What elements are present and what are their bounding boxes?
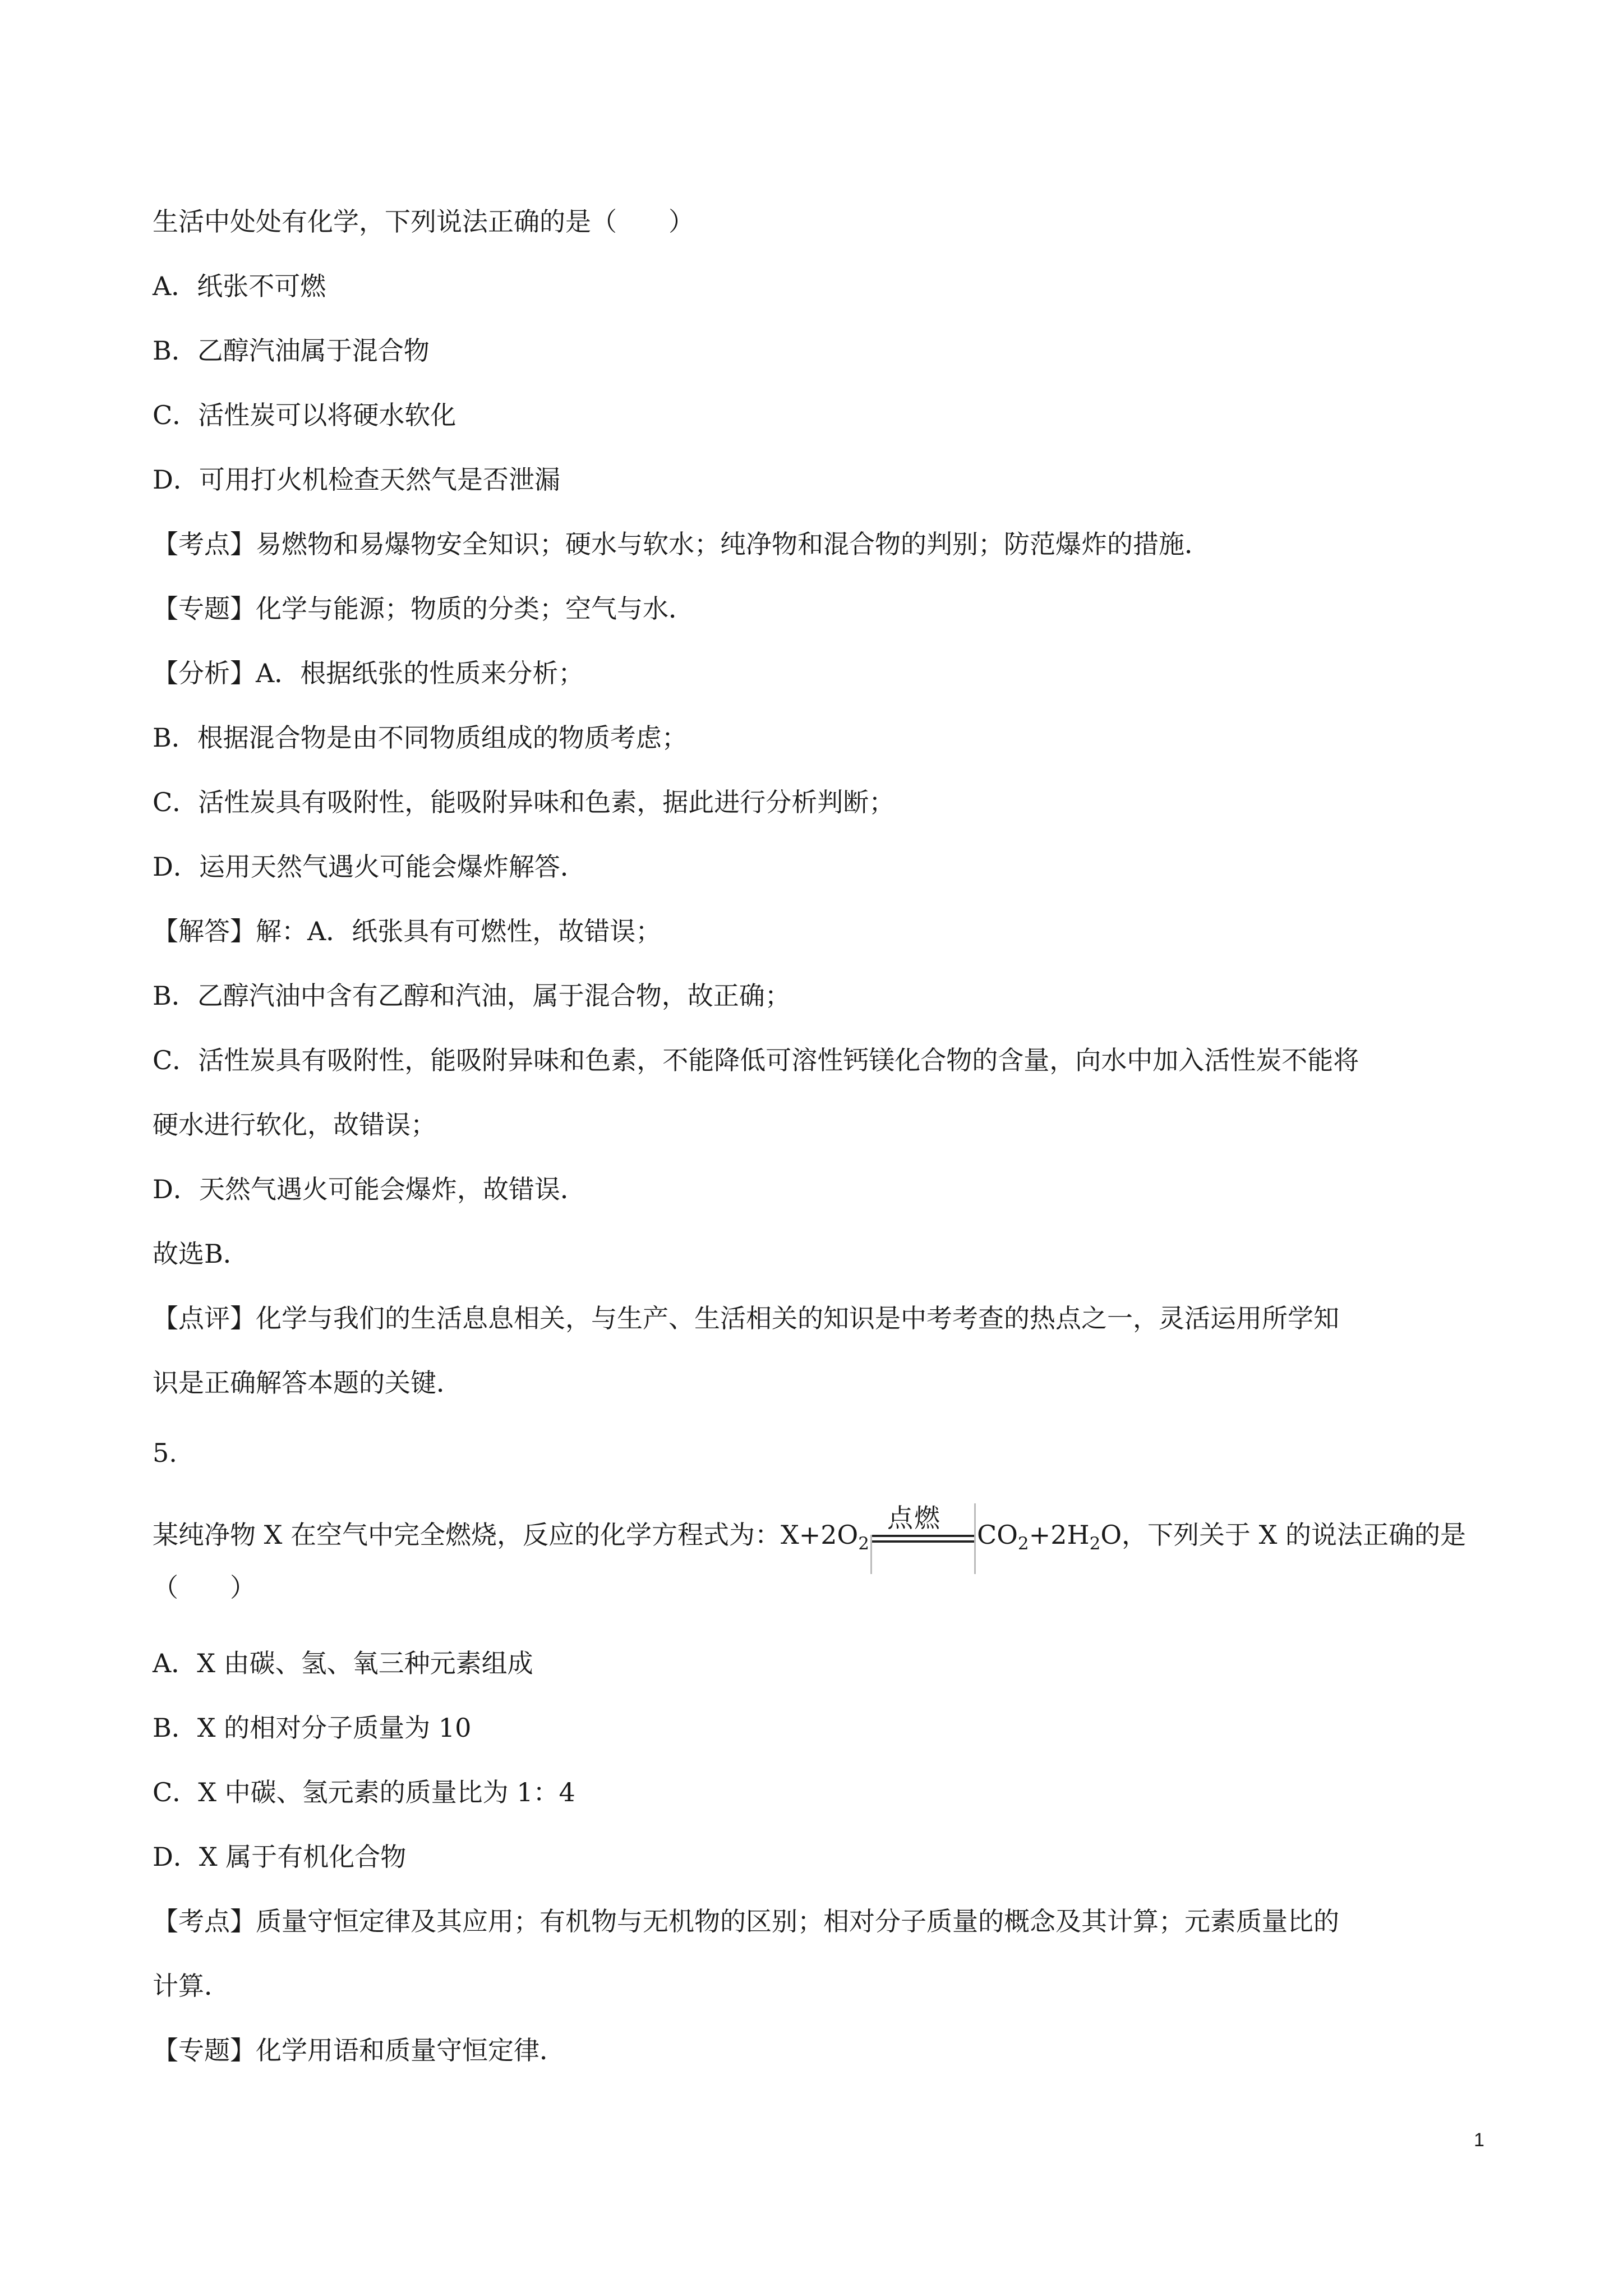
q5-stem-post: O，下列关于 X 的说法正确的是 (1100, 1520, 1467, 1550)
condition-frame-right (974, 1503, 976, 1574)
q5-stem-pre: 某纯净物 X 在空气中完全燃烧，反应的化学方程式为：X+2O (153, 1520, 859, 1550)
q4-zhuanti: 【专题】化学与能源；物质的分类；空气与水． (153, 593, 694, 624)
q4-stem: 生活中处处有化学，下列说法正确的是（ ） (153, 206, 694, 237)
q5-option-c: C．X 中碳、氢元素的质量比为 1：4 (153, 1777, 575, 1807)
q5-product-co: CO (977, 1520, 1018, 1550)
q5-kaodian-line2: 计算． (153, 1971, 230, 2001)
q4-jieda-c-line2: 硬水进行软化，故错误； (153, 1110, 436, 1140)
q4-fenxi: 【分析】A．根据纸张的性质来分析； (153, 658, 584, 688)
q4-option-b: B．乙醇汽油属于混合物 (153, 335, 430, 366)
q5-zhuanti: 【专题】化学用语和质量守恒定律． (153, 2035, 565, 2065)
q4-answer: 故选B． (153, 1239, 249, 1269)
q4-fenxi-b: B．根据混合物是由不同物质组成的物质考虑； (153, 723, 688, 753)
q4-jieda: 【解答】解：A．纸张具有可燃性，故错误； (153, 916, 662, 946)
q5-subscript-o2: 2 (858, 1534, 869, 1554)
q5-stem (153, 1503, 1466, 1557)
q5-subscript-h2: 2 (1089, 1534, 1101, 1554)
reaction-condition (870, 1503, 976, 1557)
equals-bar-top (870, 1535, 976, 1537)
q4-jieda-c-line1: C．活性炭具有吸附性，能吸附异味和色素，不能降低可溶性钙镁化合物的含量，向水中加入活性炭不能将 (153, 1045, 1359, 1075)
q5-product-h: +2H (1029, 1520, 1090, 1550)
q4-fenxi-d: D．运用天然气遇火可能会爆炸解答． (153, 852, 586, 882)
q5-option-d: D．X 属于有机化合物 (153, 1842, 407, 1872)
q4-option-a: A．纸张不可燃 (153, 271, 326, 301)
q4-option-d: D．可用打火机检查天然气是否泄漏 (153, 464, 560, 495)
q4-fenxi-c: C．活性炭具有吸附性，能吸附异味和色素，据此进行分析判断； (153, 787, 895, 817)
q4-dianping-line1: 【点评】化学与我们的生活息息相关，与生产、生活相关的知识是中考考查的热点之一，灵活运用所学知 (153, 1303, 1339, 1333)
q4-dianping-line2: 识是正确解答本题的关键． (153, 1368, 462, 1398)
q5-option-b: B．X 的相对分子质量为 10 (153, 1713, 472, 1743)
q4-kaodian: 【考点】易燃物和易爆物安全知识；硬水与软水；纯净物和混合物的判别；防范爆炸的措施． (153, 529, 1210, 559)
q4-jieda-d: D．天然气遇火可能会爆炸，故错误． (153, 1174, 586, 1204)
q5-number: 5. (153, 1438, 177, 1468)
page-number: 1 (1474, 2129, 1484, 2151)
q5-bracket: （ ） (153, 1572, 256, 1603)
reaction-condition-label: 点燃 (887, 1503, 941, 1533)
equals-bar-bottom (870, 1540, 976, 1543)
q5-kaodian-line1: 【考点】质量守恒定律及其应用；有机物与无机物的区别；相对分子质量的概念及其计算；元素质量比的 (153, 1906, 1339, 1936)
q4-option-c: C．活性炭可以将硬水软化 (153, 400, 457, 430)
q5-subscript-co2: 2 (1017, 1534, 1029, 1554)
condition-frame-left (870, 1535, 872, 1574)
q5-option-a: A．X 由碳、氢、氧三种元素组成 (153, 1648, 533, 1678)
q4-jieda-b: B．乙醇汽油中含有乙醇和汽油，属于混合物，故正确； (153, 981, 791, 1011)
